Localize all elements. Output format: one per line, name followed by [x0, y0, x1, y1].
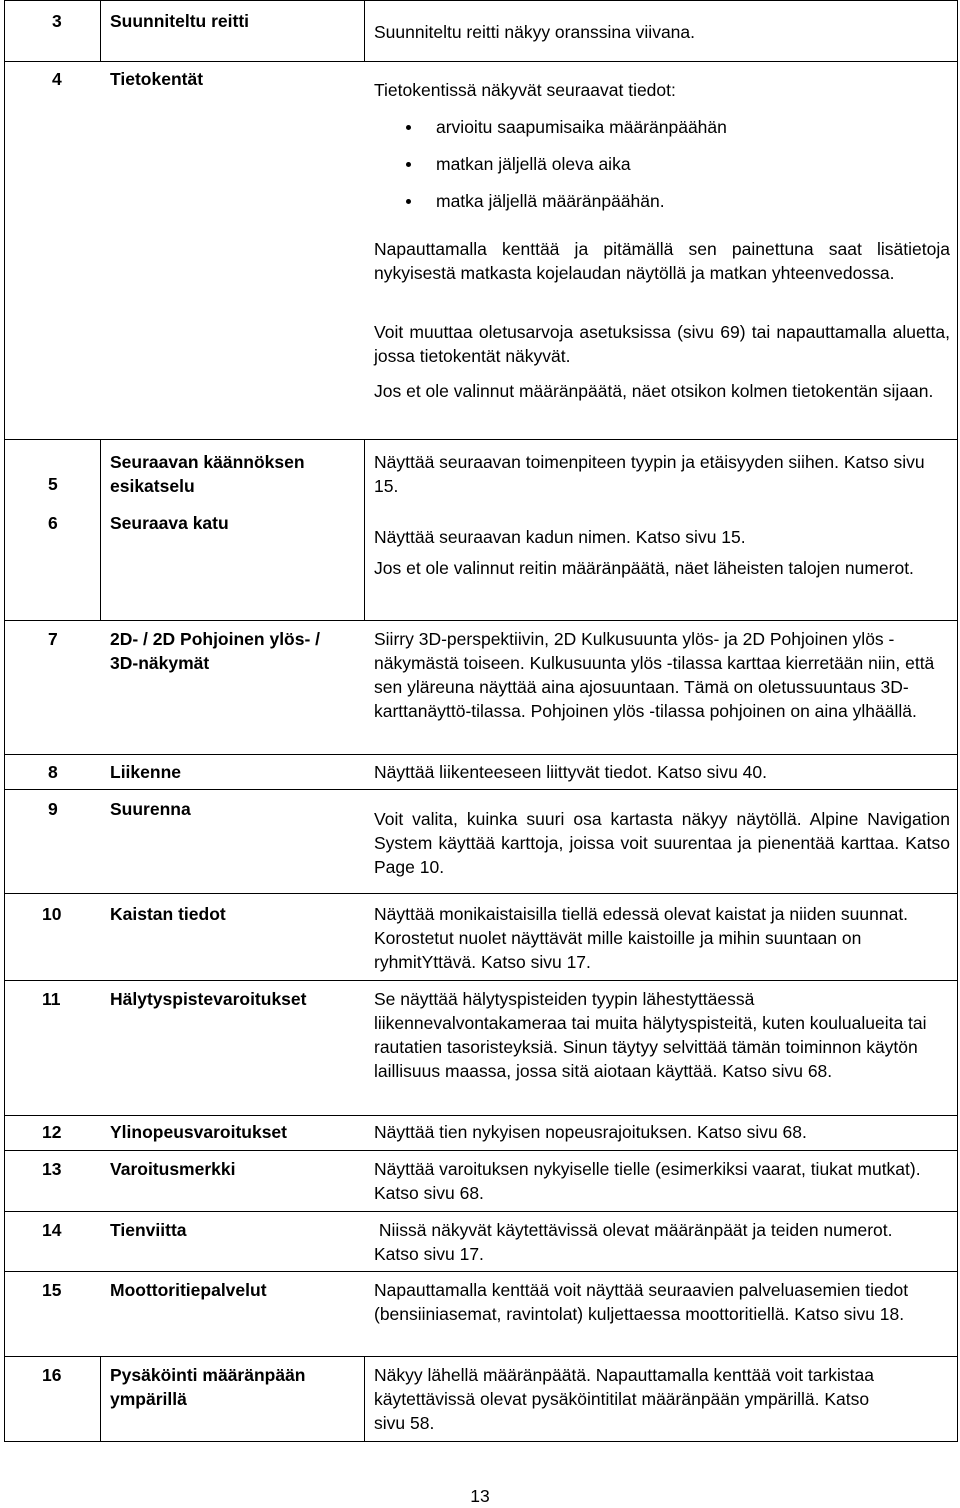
row-number: 15: [42, 1280, 62, 1300]
row-description: Näyttää seuraavan kadun nimen. Katso sivu 15.: [374, 527, 746, 547]
row-divider: [4, 439, 958, 440]
row-label: 2D- / 2D Pohjoinen ylös- /: [110, 629, 321, 649]
bullet-icon: [406, 125, 411, 130]
row-description: Jos et ole valinnut määränpäätä, näet otsikon kolmen tietokentän sijaan.: [374, 381, 934, 401]
column-divider: [364, 1356, 365, 1441]
row-label: Ylinopeusvaroitukset: [110, 1122, 287, 1142]
row-number: 3: [52, 11, 62, 31]
row-description: Napauttamalla kenttää ja pitämällä sen painettuna saat lisätietoja nykyisestä matkasta kojelaudan näytöllä ja matkan yhteenvedossa.: [374, 239, 950, 283]
row-number: 14: [42, 1220, 62, 1240]
row-label: Pysäköinti määränpään: [110, 1365, 306, 1385]
row-description: Tietokentissä näkyvät seuraavat tiedot:: [374, 80, 676, 100]
column-divider: [364, 440, 365, 620]
row-divider: [4, 0, 958, 1]
row-number: 7: [48, 629, 58, 649]
row-divider: [4, 61, 958, 62]
row-description: Näkyy lähellä määränpäätä. Napauttamalla kenttää voit tarkistaa käytettävissä olevat pysäköintitilat määränpään ympärillä. Katso sivu 58.: [374, 1365, 874, 1433]
bullet-icon: [406, 162, 411, 167]
row-number: 12: [42, 1122, 62, 1142]
row-divider: [4, 1271, 958, 1272]
row-label: Liikenne: [110, 762, 181, 782]
row-label: Tienviitta: [110, 1220, 187, 1240]
row-description: Se näyttää hälytyspisteiden tyypin lähestyttäessä liikennevalvontakameraa tai muita hälytyspisteitä, kuten koulualueita tai rautatien tasoristeyksiä. Sinun täytyy selvittää tämän toiminnon käytön laillisuus maassa, jossa sitä aiotaan käyttää. Katso sivu 68.: [374, 989, 927, 1081]
row-description: Napauttamalla kenttää voit näyttää seuraavien palveluasemien tiedot (bensiiniasemat, ravintolat) kuljettaessa moottoritiellä. Katso sivu 18.: [374, 1280, 909, 1324]
row-number: 16: [42, 1365, 62, 1385]
row-divider: [4, 893, 958, 894]
row-description: Voit muuttaa oletusarvoja asetuksissa (sivu 69) tai napauttamalla aluetta, jossa tietokentät näkyvät.: [374, 322, 950, 366]
row-description: Näyttää seuraavan toimenpiteen tyypin ja etäisyyden siihen. Katso sivu 15.: [374, 452, 925, 496]
row-label: Varoitusmerkki: [110, 1159, 236, 1179]
row-label: Suunniteltu reitti: [110, 11, 250, 31]
row-number: 13: [42, 1159, 62, 1179]
row-description: Voit valita, kuinka suuri osa kartasta näkyy näytöllä. Alpine Navigation System käyttää karttoja, joissa voit suurentaa ja pienentää karttaa. Katso Page 10.: [374, 809, 950, 877]
column-divider: [100, 440, 101, 620]
row-label: 3D-näkymät: [110, 653, 210, 673]
row-divider: [4, 1115, 958, 1116]
row-description: Näyttää monikaistaisilla tiellä edessä olevat kaistat ja niiden suunnat. Korostetut nuolet näyttävät mille kaistoille ja mihin suuntaan on ryhmitYttävä. Katso sivu 17.: [374, 904, 909, 972]
row-label: Hälytyspistevaroitukset: [110, 989, 307, 1009]
row-description: Näyttää varoituksen nykyiselle tielle (esimerkiksi vaarat, tiukat mutkat). Katso sivu 68.: [374, 1159, 921, 1203]
row-number: 11: [42, 989, 61, 1009]
row-divider: [4, 789, 958, 790]
row-label: Seuraavan käännöksen: [110, 452, 305, 472]
row-description: Niissä näkyvät käytettävissä olevat määränpäät ja teiden numerot. Katso sivu 17.: [374, 1220, 898, 1264]
column-divider: [100, 0, 101, 61]
column-divider: [100, 1356, 101, 1441]
row-label: Moottoritiepalvelut: [110, 1280, 267, 1300]
row-divider: [4, 1356, 958, 1357]
row-number: 10: [42, 904, 62, 924]
row-number: 5: [48, 474, 58, 494]
row-divider: [4, 620, 958, 621]
row-number: 8: [48, 762, 58, 782]
row-divider: [4, 754, 958, 755]
row-divider: [4, 1150, 958, 1151]
row-label: Tietokentät: [110, 69, 204, 89]
column-divider: [364, 0, 365, 61]
row-description: Siirry 3D-perspektiivin, 2D Kulkusuunta ylös- ja 2D Pohjoinen ylös -näkymästä toiseen. Kulkusuunta ylös -tilassa karttaa kierretään niin, että sen yläreuna näyttää aina ajosuuntaan. Tämä on oletussuuntaus 3D-karttanäyttö-tilassa. Pohjoinen ylös -tilassa pohjoinen on aina ylhäällä.: [374, 629, 935, 721]
row-label: Suurenna: [110, 799, 191, 819]
row-description: Jos et ole valinnut reitin määränpäätä, näet läheisten talojen numerot.: [374, 558, 914, 578]
bullet-icon: [406, 199, 411, 204]
row-number: 9: [48, 799, 58, 819]
page-number: 13: [470, 1486, 490, 1506]
row-label: ympärillä: [110, 1389, 187, 1409]
row-description: Näyttää liikenteeseen liittyvät tiedot. Katso sivu 40.: [374, 762, 767, 782]
row-description: Näyttää tien nykyisen nopeusrajoituksen. Katso sivu 68.: [374, 1122, 807, 1142]
row-number: 6: [48, 513, 58, 533]
row-divider: [4, 1211, 958, 1212]
row-label: Kaistan tiedot: [110, 904, 226, 924]
row-label: esikatselu: [110, 476, 195, 496]
row-description: Suunniteltu reitti näkyy oranssina viivana.: [374, 22, 696, 42]
row-number: 4: [52, 69, 62, 89]
row-label: Seuraava katu: [110, 513, 229, 533]
row-divider: [4, 980, 958, 981]
